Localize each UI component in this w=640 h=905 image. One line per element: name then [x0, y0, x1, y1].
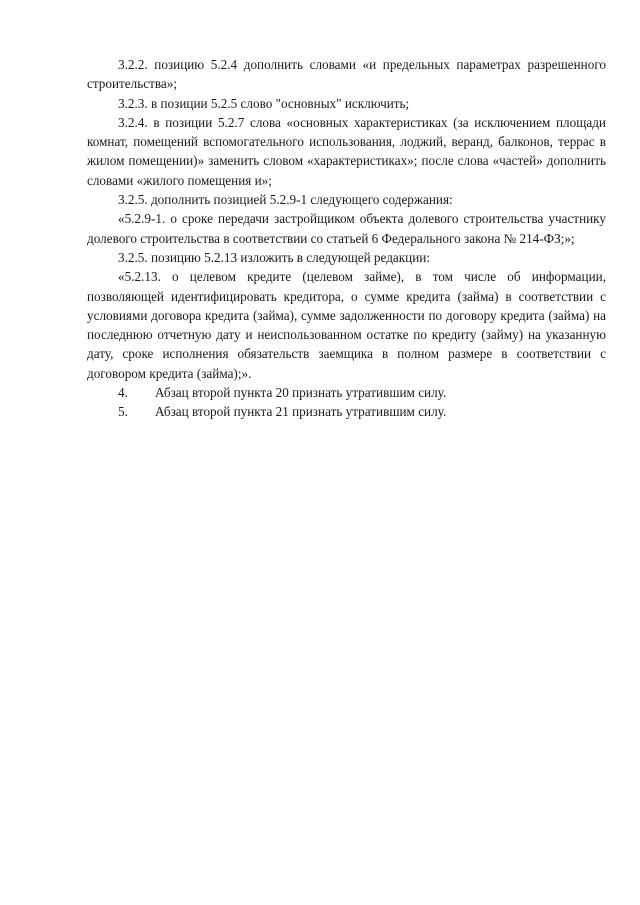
paragraph-3-2-4: 3.2.4. в позиции 5.2.7 слова «основных характеристиках (за исключением площади комнат, помещений вспомогательного использования, лоджий, веранд, балконов, террас в жилом помещении)» заменить словом «характеристиках»; после слова «частей» дополнить словами «жилого помещения и»; [87, 114, 606, 188]
item-4-number: 4. [118, 385, 128, 401]
item-5-text: Абзац второй пункта 21 признать утратившим силу. [155, 404, 447, 420]
item-5-number: 5. [118, 404, 128, 420]
paragraph-3-2-2: 3.2.2. позицию 5.2.4 дополнить словами «и предельных параметрах разрешенного строительства»; [87, 57, 606, 92]
document-body [87, 55, 606, 422]
item-5 [87, 402, 606, 421]
paragraph-3-2-5-restate: 3.2.5. позицию 5.2.13 изложить в следующей редакции: [118, 249, 431, 265]
item-4-text: Абзац второй пункта 20 признать утратившим силу. [155, 385, 447, 401]
item-4 [87, 383, 606, 402]
paragraph-5-2-9-1-quote: «5.2.9-1. о сроке передачи застройщиком объекта долевого строительства участнику долевого строительства в соответствии со статьей 6 Федерального закона № 214-ФЗ;»; [87, 211, 606, 246]
paragraph-3-2-5-add: 3.2.5. дополнить позицией 5.2.9-1 следующего содержания: [118, 192, 453, 208]
paragraph-5-2-13-quote: «5.2.13. о целевом кредите (целевом займе), в том числе об информации, позволяющей идентифицировать кредитора, о сумме кредита (займа) в соответствии с условиями договора кредита (займа), сумме задолженности по договору кредита (займа) на последнюю отчетную дату и неиспользованном остатке по кредиту (займу) на указанную дату, сроке исполнения обязательств заемщика в полном размере в соответствии с договором кредита (займа);». [87, 269, 606, 381]
paragraph-3-2-3: 3.2.3. в позиции 5.2.5 слово "основных" исключить; [118, 95, 410, 111]
